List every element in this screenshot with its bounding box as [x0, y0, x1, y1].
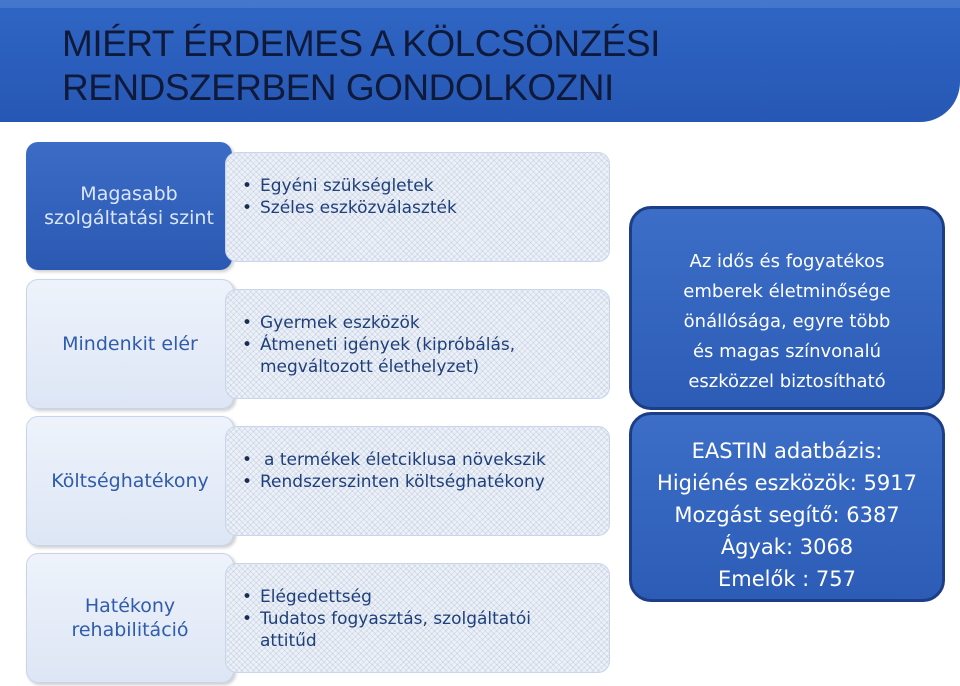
callout-quality-of-life	[629, 206, 945, 410]
category-box-service-level	[26, 142, 232, 270]
bullet-item: • Egyéni szükségletek	[240, 175, 599, 197]
category-label: Mindenkit elér	[62, 333, 198, 355]
category-label: rehabilitáció	[71, 619, 189, 641]
bullet-item: • Széles eszközválaszték	[240, 197, 599, 219]
bullet-item: • Elégedettség	[240, 586, 599, 608]
bullet-panel-rehabilitation	[225, 563, 610, 673]
bullet-text: Tudatos fogyasztás, szolgáltatói	[260, 609, 532, 629]
category-label: szolgáltatási szint	[44, 207, 214, 229]
bullet-item: • Gyermek eszközök	[240, 312, 599, 334]
bullet-panel-cost-efficiency	[225, 426, 610, 536]
bullet-text: Átmeneti igények (kipróbálás,	[260, 335, 516, 355]
banner-highlight	[0, 0, 960, 8]
callout-line: és magas színvonalú	[692, 341, 882, 362]
category-label: Költséghatékony	[51, 470, 209, 492]
bullet-text: megváltozott élethelyzet)	[260, 357, 480, 377]
category-box-rehabilitation	[26, 553, 234, 683]
callout-line: Mozgást segítő: 6387	[674, 503, 900, 527]
callout-eastin-database	[629, 412, 945, 602]
callout-line: Ágyak: 3068	[720, 535, 854, 559]
bullet-item: • a termékek életciklusa növekszik	[240, 449, 599, 471]
callout-line: Emelők : 757	[718, 567, 856, 591]
bullet-item	[240, 334, 599, 378]
callout-line: Az idős és fogyatékos	[689, 251, 885, 272]
callout-line: önállósága, egyre több	[683, 311, 891, 332]
category-label: Hatékony	[84, 595, 176, 617]
callout-line: Higiénés eszközök: 5917	[657, 471, 917, 495]
category-box-reach	[26, 279, 234, 409]
callout-line: eszközzel biztosítható	[688, 371, 886, 392]
callout-line: emberek életminősége	[683, 281, 891, 302]
bullet-panel-reach	[225, 289, 610, 399]
callout-line: EASTIN adatbázis:	[691, 439, 883, 463]
category-label: Magasabb	[80, 183, 178, 205]
title-line-2: RENDSZERBEN GONDOLKOZNI	[62, 67, 614, 108]
bullet-panel-service-level	[225, 152, 610, 262]
page-title	[62, 22, 922, 110]
bullet-text: attitűd	[260, 631, 317, 651]
bullet-item: • Rendszerszinten költséghatékony	[240, 471, 599, 493]
category-box-cost-efficiency	[26, 416, 234, 546]
title-line-1: MIÉRT ÉRDEMES A KÖLCSÖNZÉSI	[62, 23, 660, 64]
bullet-item	[240, 608, 599, 652]
